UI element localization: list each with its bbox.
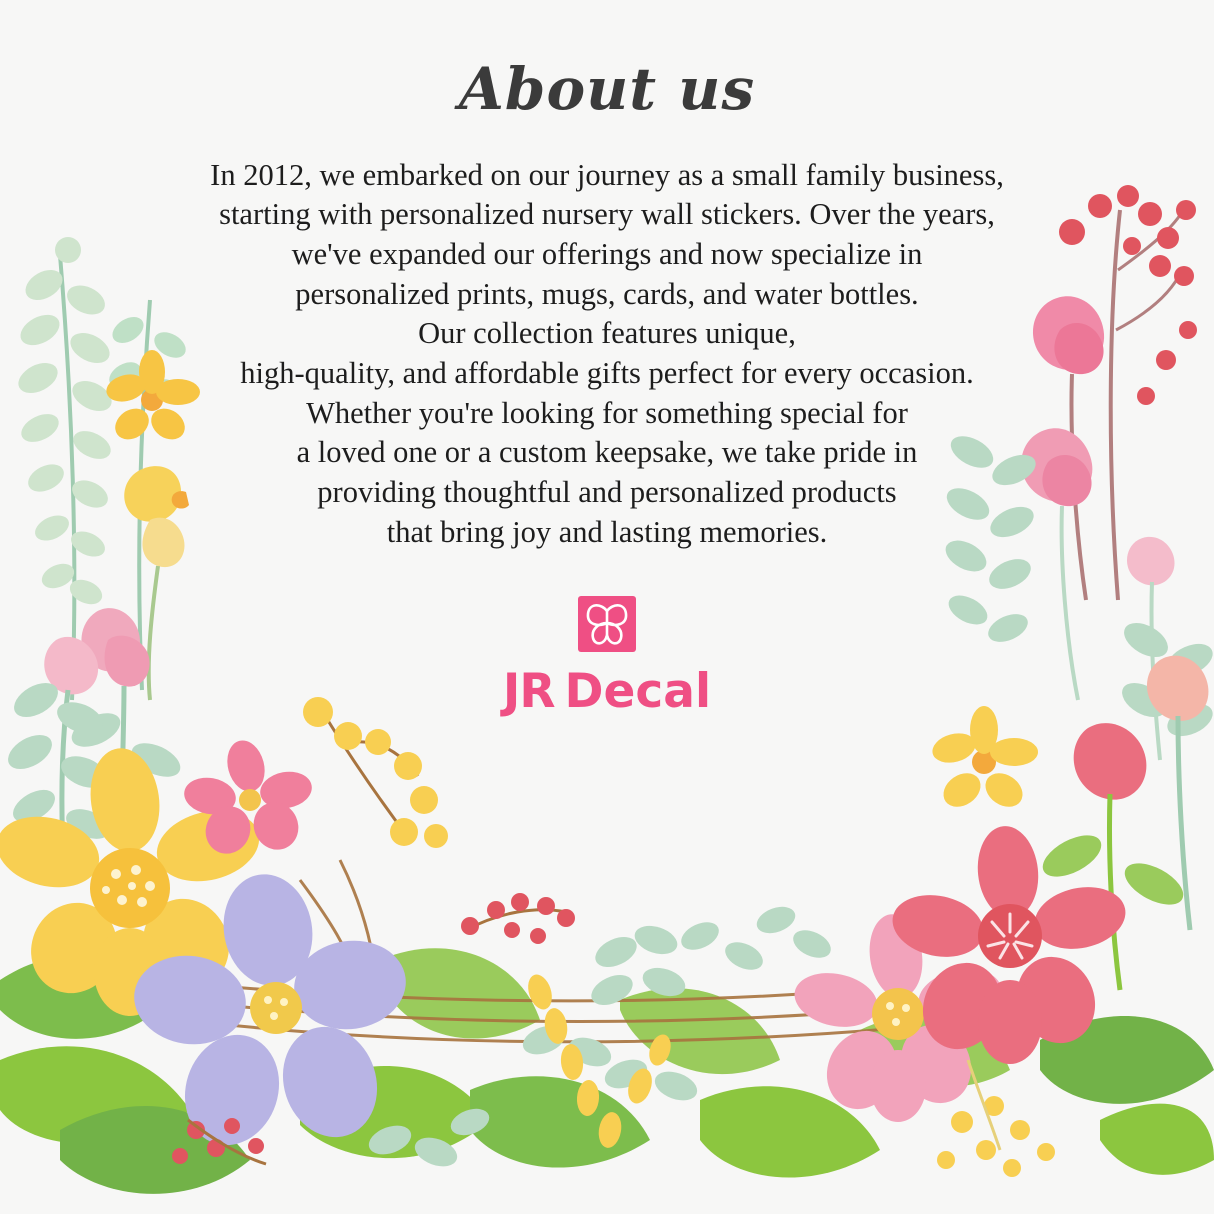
about-line: high-quality, and affordable gifts perfect for every occasion.	[240, 356, 974, 390]
about-line: providing thoughtful and personalized products	[317, 474, 897, 509]
tulip-right-red	[1036, 723, 1190, 990]
about-line: Whether you're looking for something special for	[306, 395, 908, 430]
red-berry-sprig	[172, 893, 575, 1164]
butterfly-icon	[578, 596, 636, 652]
brand-logo	[0, 596, 1214, 719]
brand-name-jr: JR	[502, 664, 555, 720]
about-line: a loved one or a custom keepsake, we take pride in	[296, 435, 918, 470]
about-line: personalized prints, mugs, cards, and water bottles.	[295, 276, 919, 311]
yellow-berry-sprig	[303, 697, 448, 848]
green-leaves-bottom	[0, 948, 1214, 1194]
page-title: About us	[458, 55, 756, 123]
brown-stems	[150, 860, 900, 1042]
about-line: In 2012, we embarked on our journey as a small family business,	[210, 157, 1004, 192]
pink-daisy	[790, 911, 1007, 1122]
yellow-dots	[937, 1060, 1055, 1177]
red-flower	[887, 823, 1131, 1064]
about-line: that bring joy and lasting memories.	[386, 514, 828, 549]
pink-small-flower	[181, 736, 314, 861]
brand-name-decal: Decal	[564, 664, 712, 720]
sage-spray-bottom	[365, 902, 835, 1172]
yellow-sprigs-bottom	[524, 971, 674, 1149]
yellow-flower-right	[929, 706, 1038, 814]
lilac-flower	[128, 867, 411, 1157]
brand-name	[0, 664, 1214, 719]
about-paragraph	[102, 156, 1112, 552]
yellow-flower-large	[0, 744, 267, 1016]
about-line: Our collection features unique,	[418, 316, 796, 351]
about-line: starting with personalized nursery wall stickers. Over the years,	[219, 197, 995, 232]
about-line: we've expanded our offerings and now specialize in	[291, 237, 923, 272]
